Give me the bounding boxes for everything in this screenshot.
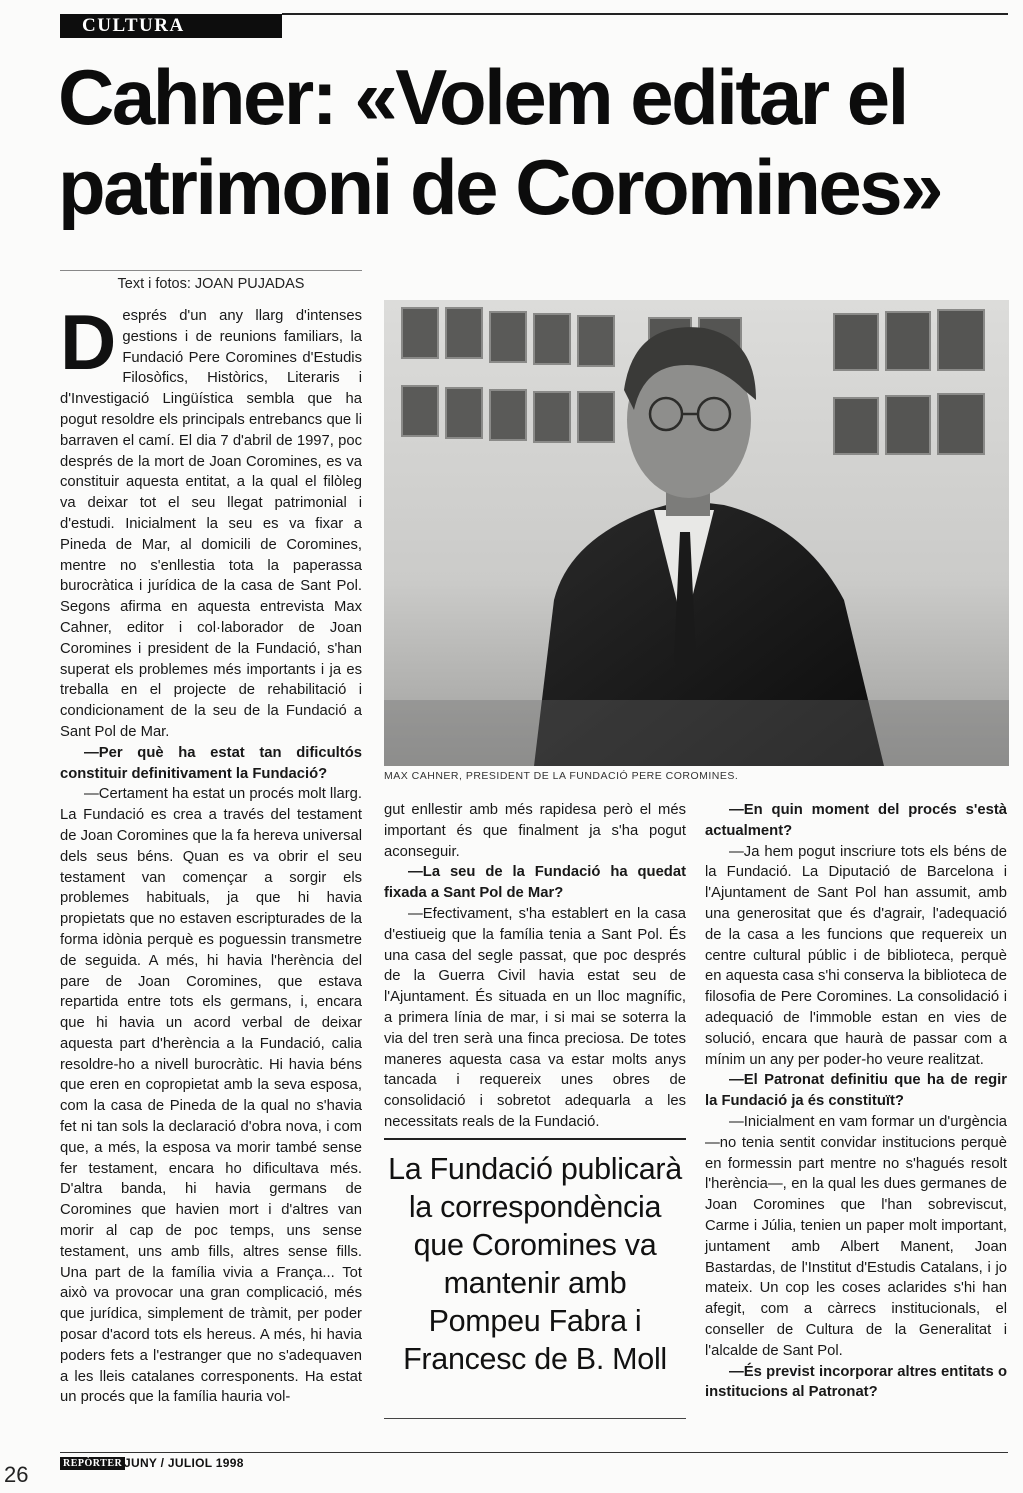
answer-4: —Inicialment en vam formar un d'urgència —no tenia sentit convidar institucions perquè en formessin part mentre no s'hagués resolt l'herència—, en la qual les dues germanes de Joan Coromines que l'han sobreviscut, Carme i Júlia, tenien un paper molt important, juntament amb Albert Manent, Joan Bastardas, de l'Institut d'Estudis Catalans, i jo mateix. Un cop les coses aclarides s'hi han afegit, com a càrrecs institucionals, el conseller de Cultura de la Generalitat i l'alcalde de Sant Pol. bbox=[705, 1113, 1007, 1359]
answer-1: —Certament ha estat un procés molt llarg. La Fundació es crea a través del testament de Joan Coromines que la fa hereva universal dels seus béns. Quan es va obrir el seu testament van començar a sorgir els problemes habituals, ja que hi havia propietats que no estaven escripturades de la forma idònia perquè es poguessin transmetre de seguida. A més, hi havia l'herència del pare de Joan Coromines, que estava repartida entre tots els germans, i, encara que hi havia un acord verbal de deixar aquesta part d'herència a la Fundació, calia resoldre-ho a nivell burocràtic. Hi havia béns que eren en copropietat amb la seva esposa, com la casa de Pineda de la qual no s'havia fet ni tan sols la declaració d'obra nova, i com que, a més, la esposa va morir també sense fer testament, encara ho dificultava més. D'altra banda, hi havia germans de Coromines que havien mort i d'altres van morir al cap de poc temps, uns sense testament, uns amb fills, altres sense fills. Una part de la família vivia a França... Tot això va provocar una gran complicació, més que jurídica, simplement de tràmit, per poder posar d'acord tots els hereus. A més, hi havia poders fets a l'estranger que no s'adequaven a les lleis catalanes corresponents. Ha estat un procés que la família hauria vol- bbox=[60, 786, 362, 1406]
question-4: —El Patronat definitiu que ha de regir la Fundació ja és constituït? bbox=[705, 1072, 1007, 1110]
pull-quote-bottom-rule bbox=[384, 1418, 686, 1419]
question-1: —Per què ha estat tan dificultós constituir definitivament la Fundació? bbox=[60, 744, 362, 782]
answer-1-continued: gut enllestir amb més rapidesa però el més important és que finalment ja s'ha pogut aconseguir. bbox=[384, 802, 686, 860]
header-rule bbox=[282, 13, 1008, 15]
lead-paragraph bbox=[60, 298, 362, 743]
lead-text: esprés d'un any llarg d'intenses gestions i de reunions familiars, la Fundació Pere Coromines d'Estudis Filosòfics, Històrics, Literaris i d'Investigació Lingüística sembla que ha pogut resoldre els principals entrebancs que li barraven el camí. El dia 7 d'abril de 1997, poc després de la mort de Joan Coromines, es va constituir aquesta entitat, a la qual el filòleg va deixar tot el seu llegat patrimonial i d'estudi. Inicialment la seu es va fixar a Pineda de Mar, al domicili de Coromines, mentre no s'enllestia tota la paperassa burocràtica i jurídica de la casa de Sant Pol. Segons afirma en aquesta entrevista Max Cahner, editor i col·laborador de Joan Coromines i president de la Fundació, s'han superat els problemes més importants i ja es treballa en el projecte de rehabilitació i condicionament de la seu de la Fundació a Sant Pol de Mar. bbox=[60, 308, 362, 740]
answer-3: —Ja hem pogut inscriure tots els béns de la Fundació. La Diputació de Barcelona i l'Ajuntament de Sant Pol han assumit, amb una generositat que és d'agrair, l'adequació de la casa a les funcions que requereix un centre cultural públic i de biblioteca, perquè en aquesta casa s'hi conserva la biblioteca de filosofia de Pere Coromines. La consolidació i adequació de l'immoble estan en vies de solució, encara que haurà de passar com a mínim un any per poder-ho veure realitzat. bbox=[705, 843, 1007, 1068]
portrait-photo-image bbox=[384, 300, 1009, 766]
magazine-logo: REPÒRTER bbox=[60, 1457, 125, 1470]
question-3: —En quin moment del procés s'està actualment? bbox=[705, 802, 1007, 839]
answer-2: —Efectivament, s'ha establert en la casa d'estiueig que la família tenia a Sant Pol. És una casa del segle passat, que poc després de la Guerra Civil havia estat seu de l'Ajuntament. És situada en un lloc magnífic, a primera línia de mar, i si mai se soterra la via del tren serà una finca preciosa. De totes maneres aquesta casa va estar molts anys tancada i requereix unes obres de consolidació i sobretot adequarla a les necessitats reals de la Fundació. bbox=[384, 905, 686, 1130]
portrait-photo bbox=[384, 300, 1009, 766]
headline-line-2: patrimoni de Coromines» bbox=[58, 143, 941, 231]
article-column-2 bbox=[384, 800, 686, 1133]
section-tag: CULTURA bbox=[60, 14, 282, 38]
photo-caption: MAX CAHNER, PRESIDENT DE LA FUNDACIÓ PERE COROMINES. bbox=[384, 770, 739, 782]
drop-cap: D bbox=[60, 298, 117, 386]
byline: Text i fotos: JOAN PUJADAS bbox=[117, 276, 305, 292]
issue-date: JUNY / JULIOL 1998 bbox=[124, 1456, 244, 1470]
headline bbox=[58, 52, 1008, 232]
pull-quote: La Fundació publicarà la correspondència que Coromines va mantenir amb Pompeu Fabra i Francesc de B. Moll bbox=[388, 1152, 682, 1376]
headline-line-1: Cahner: «Volem editar el bbox=[58, 53, 907, 141]
footer-rule bbox=[60, 1452, 1008, 1453]
byline-divider bbox=[60, 270, 362, 271]
question-2: —La seu de la Fundació ha quedat fixada a Sant Pol de Mar? bbox=[384, 864, 686, 902]
pull-quote-top-rule bbox=[384, 1138, 686, 1140]
question-5: —És previst incorporar altres entitats o institucions al Patronat? bbox=[705, 1363, 1007, 1401]
page-number: 26 bbox=[4, 1462, 29, 1487]
article-column-1 bbox=[60, 298, 362, 1408]
article-column-3 bbox=[705, 800, 1007, 1403]
